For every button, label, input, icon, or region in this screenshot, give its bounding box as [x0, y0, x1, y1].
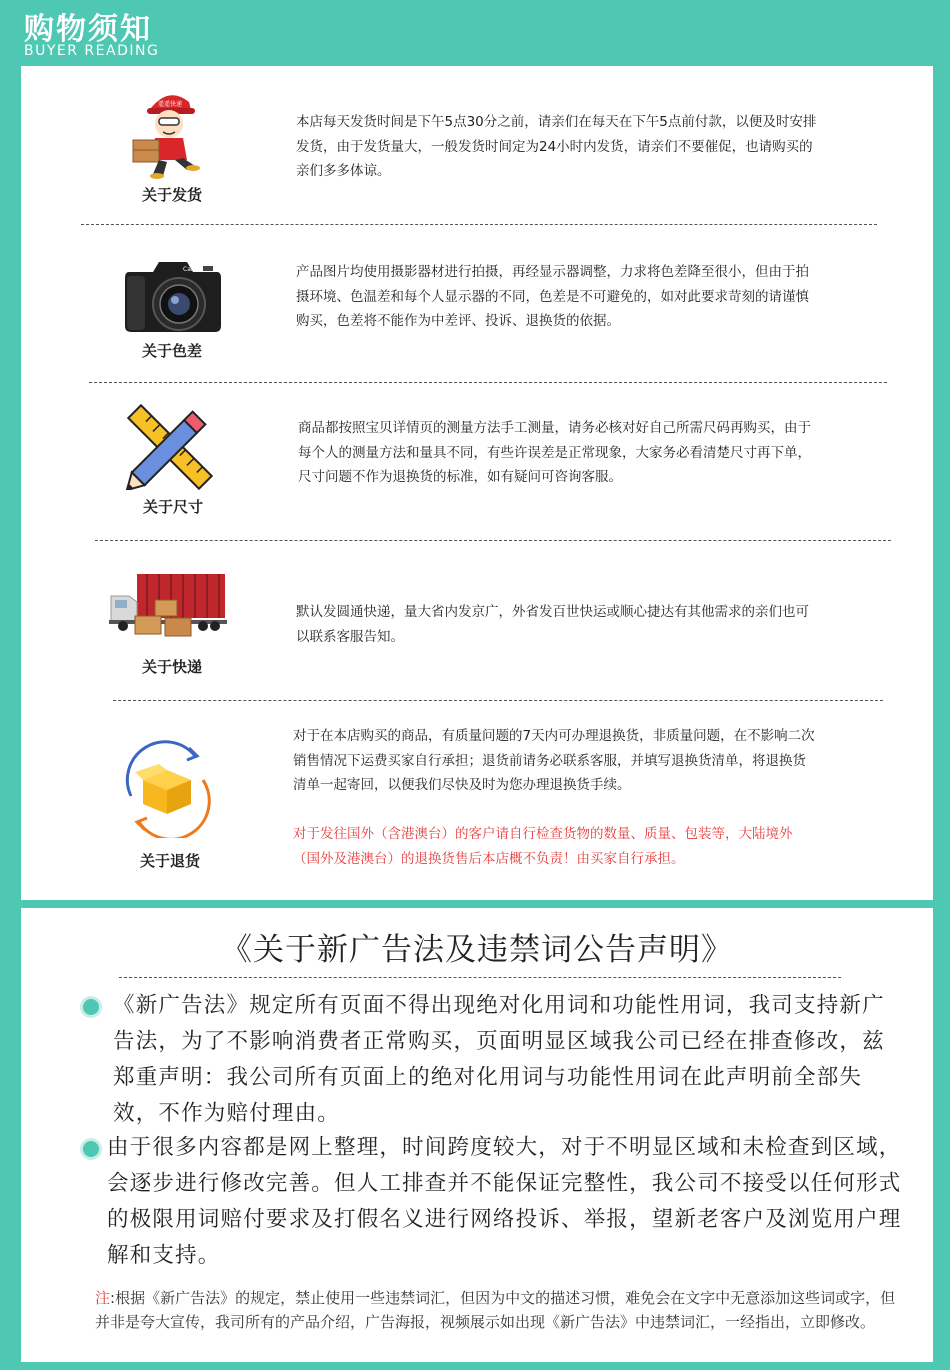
section-shipping: [21, 66, 933, 226]
header-subtitle: BUYER READING: [24, 43, 160, 59]
notice-paragraph: 由于很多内容都是网上整理，时间跨度较大，对于不明显区域和未检查到区域，会逐步进行修改完善。但人工排查并不能保证完整性，我公司不接受以任何形式的极限用词赔付要求及打假名义进行网络投诉、举报，望新老客户及浏览用户理解和支持。: [107, 1135, 902, 1268]
section-warning: 对于发往国外（含港澳台）的客户请自行检查货物的数量、质量、包装等，大陆境外（国外及港澳台）的退换货售后本店概不负责！由买家自行承担。: [293, 826, 793, 867]
notice-divider: [119, 977, 841, 978]
notice-panel: [21, 908, 933, 1362]
section-divider: [95, 540, 891, 541]
section-label: 关于退货: [139, 852, 200, 870]
section-text: 商品都按照宝贝详情页的测量方法手工测量，请务必核对好自己所需尺码再购买，由于每个人的测量方法和量具不同，有些许误差是正常现象，大家务必看清楚尺寸再下单，尺寸问题不作为退换货的标准，如有疑问可咨询客服。: [298, 420, 811, 485]
note-text: :根据《新广告法》的规定，禁止使用一些违禁词汇，但因为中文的描述习惯，难免会在文字中无意添加这些词或字，但并非是夸大宣传，我司所有的产品介绍，广告海报，视频展示如出现《新广告法》中违禁词汇，一经指出，立即修改。: [95, 1289, 896, 1331]
notice-note: [95, 1286, 905, 1334]
section-returns: [21, 702, 933, 900]
section-divider: [89, 382, 887, 383]
return-box-icon: [117, 738, 217, 838]
section-text: 对于在本店购买的商品，有质量问题的7天内可办理退换货，非质量问题，在不影响二次销售情况下运费买家自行承担；退货前请务必联系客服，并填写退换货清单，将退换货清单一起寄回，以便我们尽快及时为您办理退换货手续。: [293, 728, 815, 793]
section-text: 本店每天发货时间是下午5点30分之前，请亲们在每天在下午5点前付款，以便及时安排发货，由于发货量大，一般发货时间定为24小时内发货，请亲们不要催促，也请购买的亲们多多体谅。: [296, 114, 817, 179]
svg-text:遥遥快递: 遥遥快递: [157, 101, 183, 108]
note-prefix: 注: [95, 1289, 111, 1307]
section-express: [21, 542, 933, 702]
section-text: 产品图片均使用摄影器材进行拍摄，再经显示器调整，力求将色差降至很小，但由于拍摄环境、色温差和每个人显示器的不同，色差是不可避免的，如对此要求苛刻的请谨慎购买，色差将不能作为中差评、投诉、退换货的依据。: [296, 264, 809, 329]
section-color: [21, 226, 933, 382]
notice-paragraph: 《新广告法》规定所有页面不得出现绝对化用词和功能性用词，我司支持新广告法，为了不影响消费者正常购买，页面明显区域我公司已经在排查修改，兹郑重声明：我公司所有页面上的绝对化用词与功能性用词在此声明前全部失效，不作为赔付理由。: [113, 993, 885, 1126]
notice-title: 《关于新广告法及违禁词公告声明》: [221, 932, 733, 968]
delivery-man-icon: [129, 80, 209, 180]
section-text: 默认发圆通快递，量大省内发京广，外省发百世快运或顺心捷达有其他需求的亲们也可以联系客服告知。: [296, 604, 809, 645]
truck-icon: [107, 570, 227, 642]
camera-icon: [123, 248, 223, 338]
section-label: 关于尺寸: [142, 498, 203, 516]
buyer-reading-panel: [21, 66, 933, 900]
section-divider: [113, 700, 883, 701]
section-label: 关于色差: [141, 342, 202, 360]
ruler-pencil-icon: [125, 404, 215, 490]
bullet-icon: [83, 999, 99, 1015]
section-label: 关于发货: [141, 186, 202, 204]
section-divider: [81, 224, 877, 225]
section-size: [21, 384, 933, 540]
bullet-icon: [83, 1141, 99, 1157]
section-label: 关于快递: [141, 658, 202, 676]
header-title: 购物须知: [24, 12, 152, 47]
svg-text:Canon: Canon: [183, 266, 203, 273]
